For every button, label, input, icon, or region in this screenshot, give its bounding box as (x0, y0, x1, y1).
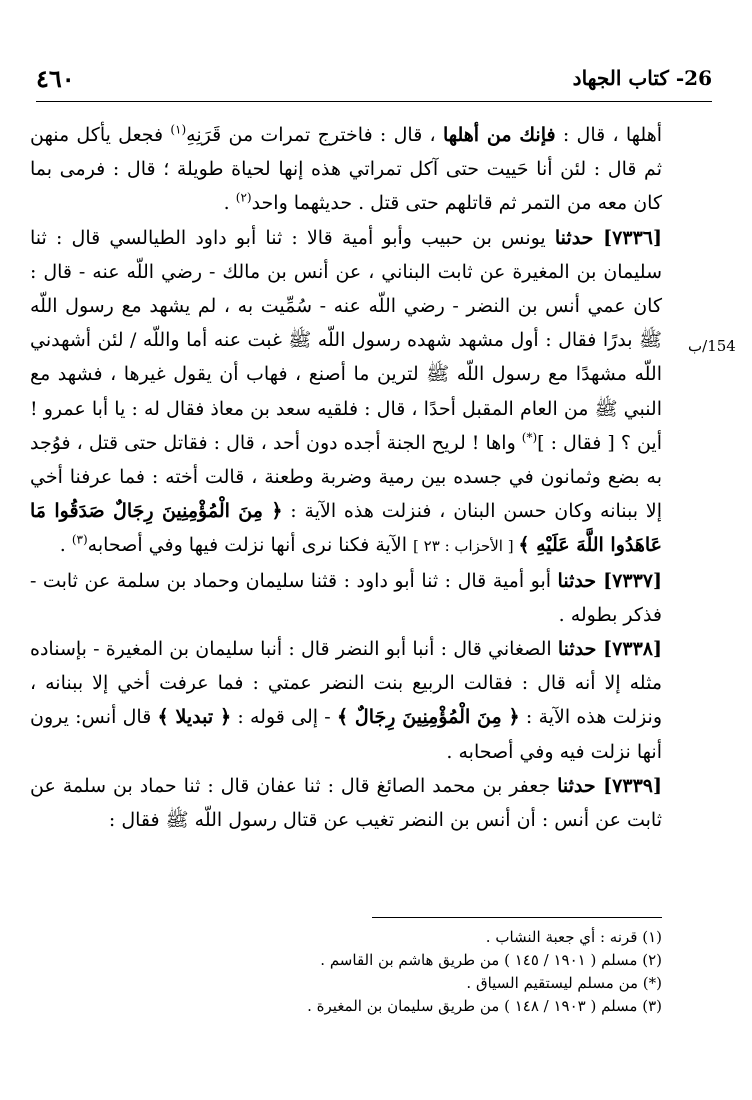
text-run: جعفر بن محمد الصائغ قال : ثنا عفان قال : ثنا حماد بن سلمة عن ثابت عن أنس : أن أنس بن النضر تغيب عن قتال رسول اللّه ﷺ فقال : (30, 774, 662, 832)
hadith-7337 (30, 564, 662, 632)
chapter-title: 26- كتاب الجهاد (572, 66, 712, 90)
text-run: واها ! لريح الجنة أجده دون أحد ، قال : فقاتل حتى قتل ، فوُجد به بضع وثمانون في جسده بين رمية وضربة وطعنة ، قالت أخته : فما عرفنا أخي إلا ببنانه وكان حسن البنان ، فنزلت هذه الآية : (30, 431, 662, 523)
text-run: فجعل يأكل منهن ثم قال : لئن أنا حَييت حتى آكل تمراتي هذه إنها لحياة طويلة ؛ قال : فرمى بما كان معه من التمر ثم قاتلهم حتى قتل . حديثهما واحد (30, 124, 662, 215)
text-run: الآية فكنا نرى أنها نزلت فيها وفي أصحابه (87, 534, 414, 557)
hadith-7339 (30, 769, 662, 837)
footnote-marker: (٢) (235, 191, 252, 206)
text-run: أهلها ، قال : (555, 124, 662, 146)
hadith-7336 (30, 221, 662, 564)
footnotes (60, 926, 662, 1018)
footnote-marker: (*) (521, 430, 538, 445)
narration-keyword: حدثنا (557, 774, 604, 797)
text-run: . (59, 534, 72, 557)
footnote-divider (372, 917, 662, 918)
text-run: قال أنس: يرون أنها نزلت فيه وفي أصحابه . (30, 706, 662, 763)
text-run: أبو أمية قال : ثنا أبو داود : قثنا سليمان وحماد بن سلمة عن ثابت - فذكر بطوله . (30, 569, 662, 626)
footnote: (٣) مسلم ( ١٩٠٣ / ١٤٨ ) من طريق سليمان بن المغيرة . (307, 997, 662, 1015)
quran-verse: ﴿ مِنَ الْمُؤْمِنِينَ رِجَالٌ ﴾ (336, 706, 520, 729)
quran-verse: ﴿ مِنَ الْمُؤْمِنِينَ رِجَالٌ صَدَقُوا مَا عَاهَدُوا اللَّهَ عَلَيْهِ ﴾ (30, 500, 662, 557)
text-run: الصغاني قال : أنبا أبو النضر قال : أنبا سليمان بن المغيرة - بإسناده مثله إلا أنه قال : فقالت الربيع بنت النضر عمتي : فما عرفت أخي إلا ببنانه ، ونزلت هذه الآية : (30, 638, 663, 729)
narration-keyword: حدثنا (557, 569, 604, 592)
narration-keyword: حدثنا (554, 226, 604, 249)
footnote: (١) قرنه : أي جعبة النشاب . (485, 928, 662, 946)
emphasis-text: فإنك من أهلها (442, 124, 556, 146)
text-run: . (223, 192, 236, 215)
text-run: ، قال : فاخترج تمرات من قَرَنِهِ (186, 124, 443, 146)
text-run: - إلى قوله : (231, 706, 337, 729)
main-text (30, 118, 662, 837)
text-run: يونس بن حبيب وأبو أمية قالا : ثنا أبو داود الطيالسي قال : ثنا سليمان بن المغيرة عن ثابت البناني ، عن أنس بن مالك - رضي اللّه عنه - قال : كان عمي أنس بن النضر - رضي اللّه عنه - سُمِّيت به ، لم يشهد مع رسول اللّه ﷺ بدرًا فقال : أول مشهد شهده رسول اللّه ﷺ غبت عنه أما واللّه / لئن أشهدني اللّه مشهدًا مع رسول اللّه ﷺ لترين ما أصنع ، فهاب أن يقول غيرها ، فشهد مع النبي ﷺ من العام المقبل أحدًا ، قال : فلقيه سعد بن معاذ فقال له : يا أبا عمرو ! أين ؟ [ فقال : ] (30, 226, 662, 454)
narration-keyword: حدثنا (557, 638, 604, 661)
footnote-marker: (١) (170, 122, 187, 137)
quran-verse: ﴿ تبديلا ﴾ (157, 706, 232, 729)
footnote: (٢) مسلم ( ١٩٠١ / ١٤٥ ) من طريق هاشم بن القاسم . (320, 951, 662, 969)
hadith-number: [٧٣٣٧] (603, 569, 662, 592)
footnote-marker: (٣) (71, 533, 88, 548)
hadith-number: [٧٣٣٨] (603, 638, 662, 661)
paragraph-continuation (30, 118, 662, 221)
manuscript-folio-note: 154/ب (688, 337, 736, 355)
verse-reference: [ الأحزاب : ٢٣ ] (413, 537, 519, 556)
footnote: (*) من مسلم ليستقيم السياق . (466, 974, 662, 992)
hadith-number: [٧٣٣٩] (603, 774, 662, 797)
hadith-7338 (30, 632, 662, 769)
page-number: ٤٦٠ (36, 64, 75, 93)
header-divider (36, 101, 712, 102)
page-header (36, 58, 712, 98)
hadith-number: [٧٣٣٦] (603, 226, 662, 249)
